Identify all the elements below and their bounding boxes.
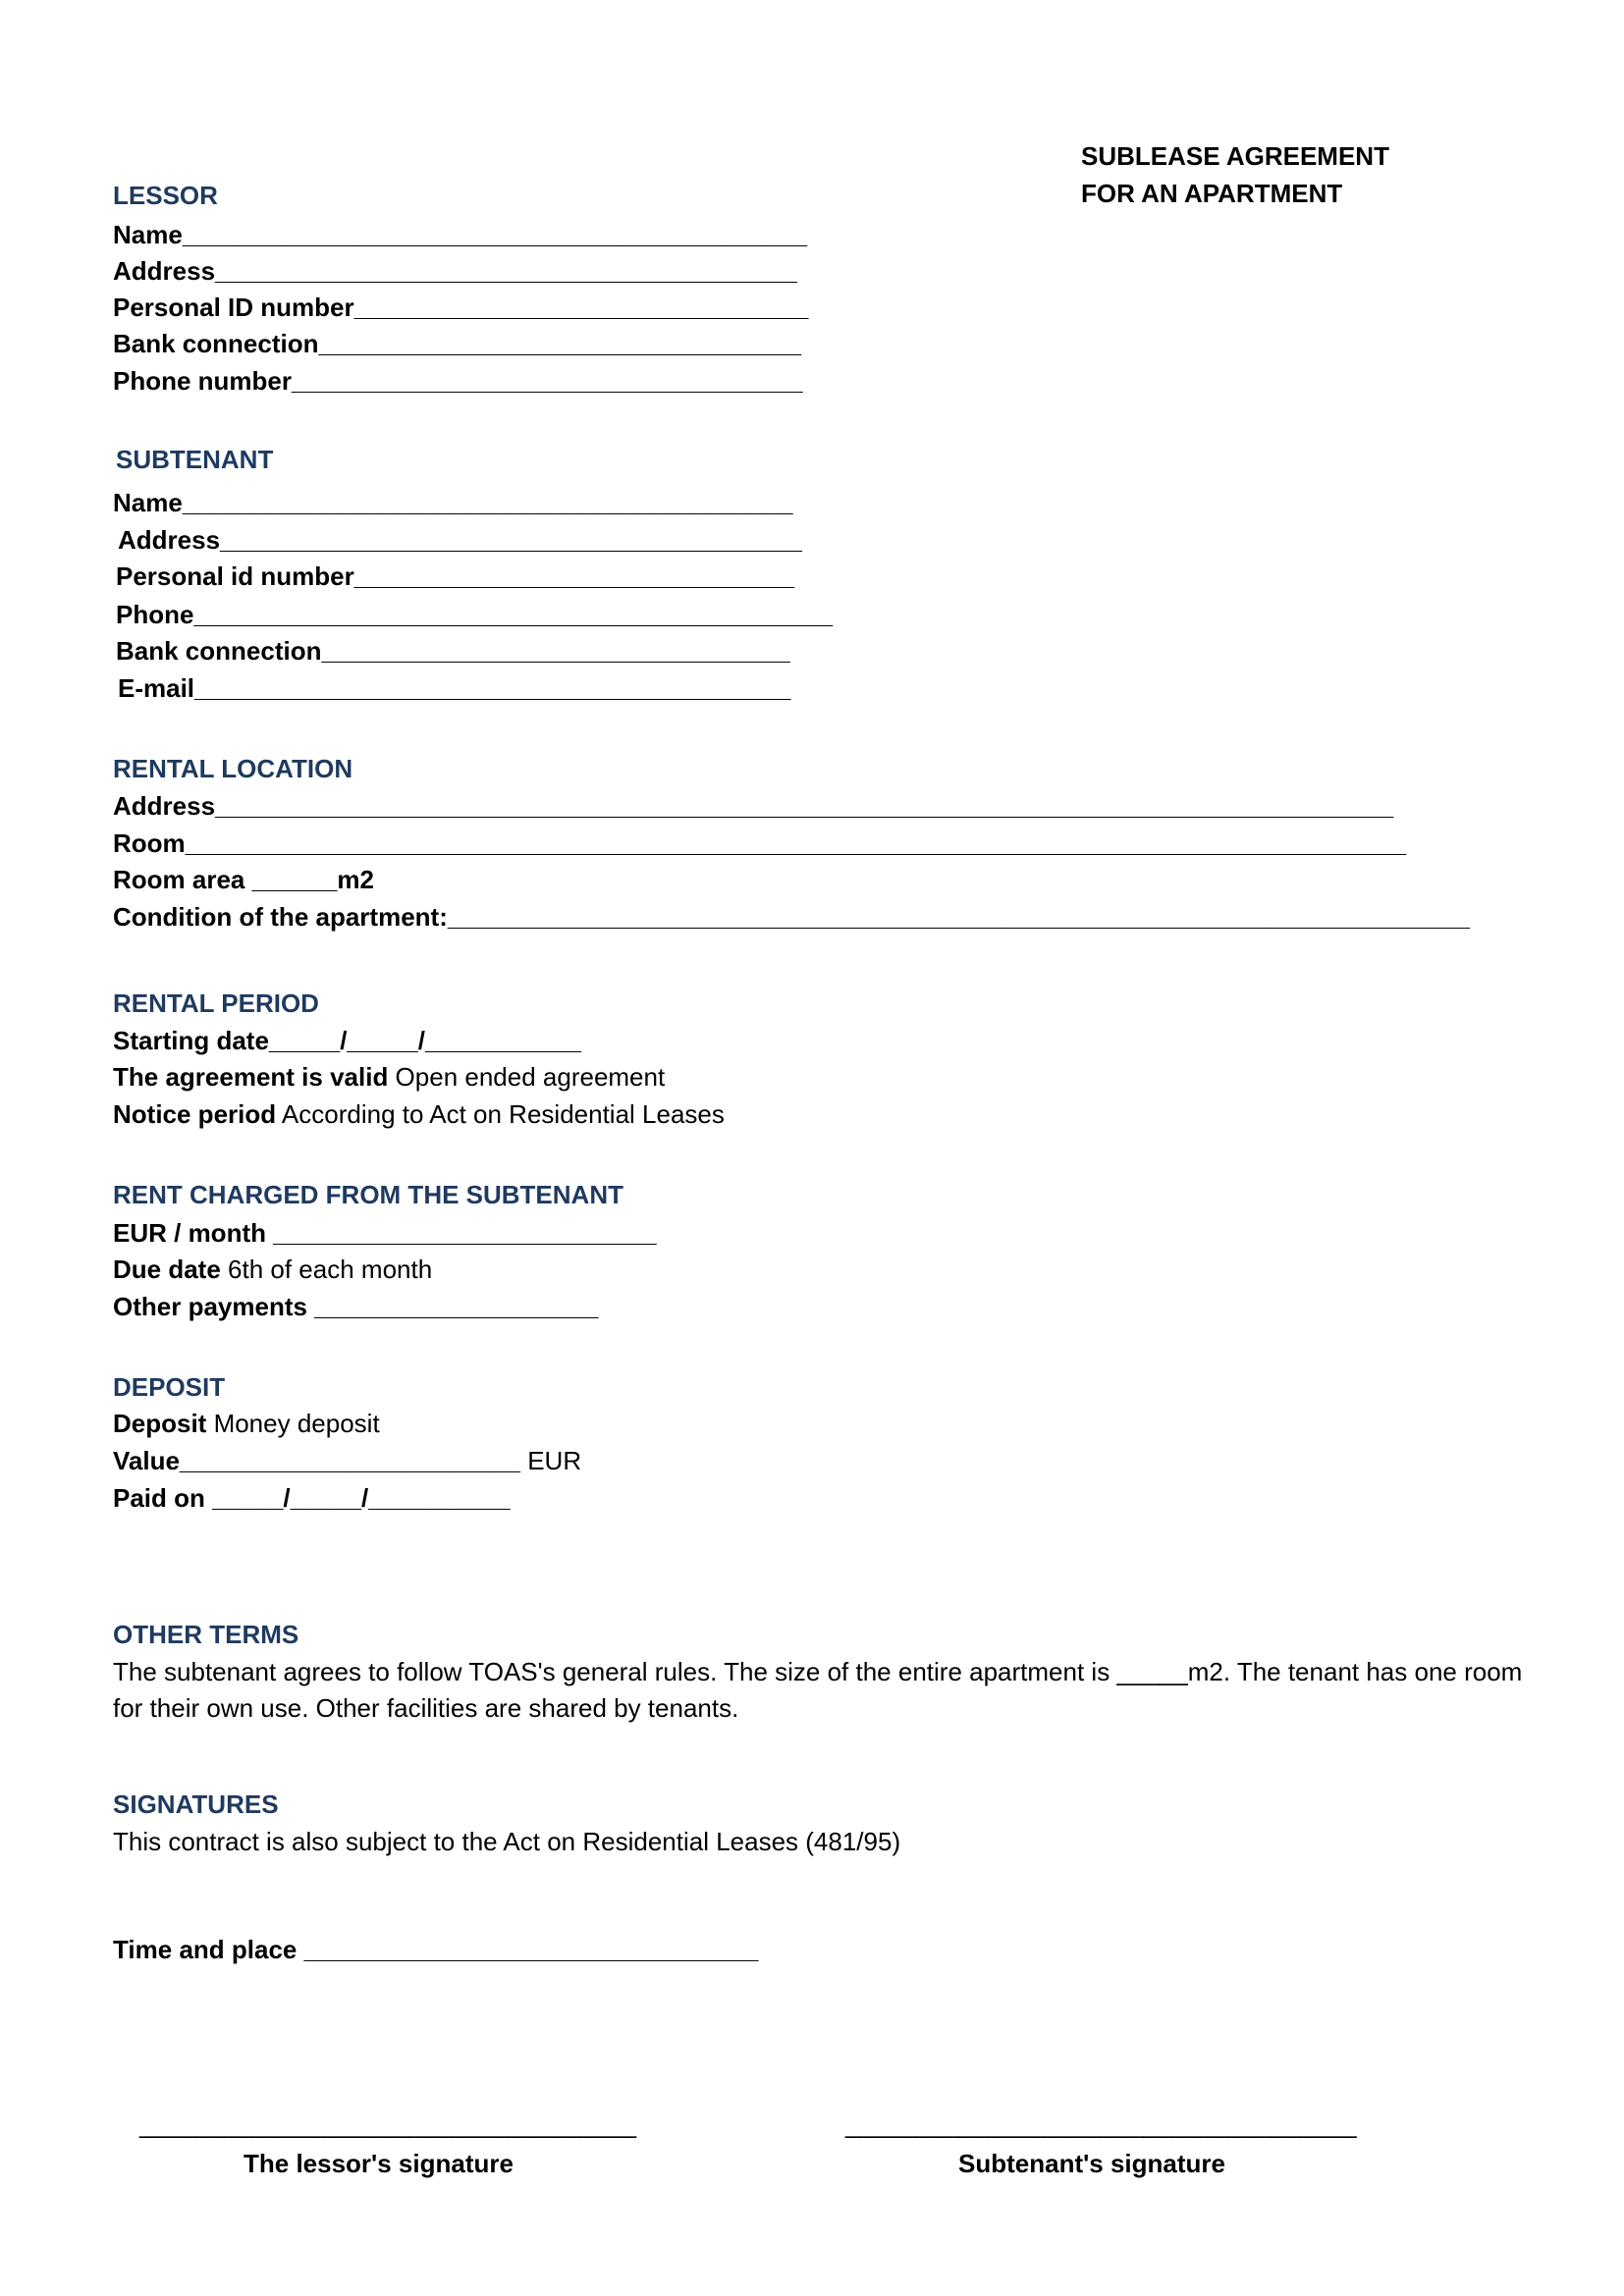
subtenant-signature-label: Subtenant's signature — [958, 2149, 1225, 2178]
lessor-personal-id-field[interactable]: Personal ID number________________________________ — [113, 293, 809, 322]
agreement-validity-row — [113, 1062, 665, 1092]
other-payments-field[interactable]: Other payments ____________________ — [113, 1292, 599, 1321]
signatures-law-text: This contract is also subject to the Act on Residential Leases (481/95) — [113, 1827, 901, 1856]
other-terms-heading: OTHER TERMS — [113, 1620, 299, 1649]
rental-room-field[interactable]: Room______________________________________________________________________________________ — [113, 828, 1407, 858]
rent-heading: RENT CHARGED FROM THE SUBTENANT — [113, 1180, 623, 1209]
subtenant-email-field[interactable]: E-mail__________________________________________ — [118, 673, 791, 703]
apartment-condition-field[interactable]: Condition of the apartment:________________________________________________________________________ — [113, 902, 1470, 932]
deposit-value-row[interactable] — [113, 1446, 581, 1475]
subtenant-address-field[interactable]: Address_________________________________________ — [118, 525, 802, 555]
deposit-paid-on-field[interactable]: Paid on _____/_____/__________ — [113, 1483, 511, 1513]
rental-location-heading: RENTAL LOCATION — [113, 754, 353, 783]
subtenant-bank-field[interactable]: Bank connection_________________________________ — [116, 636, 790, 666]
lessor-heading: LESSOR — [113, 181, 218, 210]
subtenant-personal-id-field[interactable]: Personal id number_______________________________ — [116, 561, 794, 591]
deposit-type-label: Deposit — [113, 1409, 207, 1438]
subtenant-heading: SUBTENANT — [116, 445, 274, 474]
lessor-name-field[interactable]: Name____________________________________________ — [113, 220, 808, 249]
starting-date-field[interactable]: Starting date_____/_____/___________ — [113, 1026, 582, 1055]
agreement-validity-value: Open ended agreement — [388, 1062, 666, 1092]
lessor-address-field[interactable]: Address_________________________________________ — [113, 256, 797, 286]
deposit-heading: DEPOSIT — [113, 1372, 226, 1402]
agreement-validity-label: The agreement is valid — [113, 1062, 389, 1092]
due-date-value: 6th of each month — [220, 1255, 433, 1284]
notice-period-label: Notice period — [113, 1099, 277, 1129]
document-title-line2: FOR AN APARTMENT — [1081, 179, 1343, 208]
deposit-value-unit: EUR — [519, 1446, 582, 1475]
deposit-type-row — [113, 1409, 380, 1438]
deposit-value-field[interactable]: Value________________________ — [113, 1446, 520, 1475]
notice-period-value: According to Act on Residential Leases — [276, 1099, 725, 1129]
subtenant-signature-line[interactable]: ____________________________________ — [845, 2109, 1357, 2139]
lessor-phone-field[interactable]: Phone number____________________________________ — [113, 366, 803, 396]
time-place-field[interactable]: Time and place ________________________________ — [113, 1935, 759, 1964]
signatures-heading: SIGNATURES — [113, 1789, 279, 1819]
notice-period-row — [113, 1099, 725, 1129]
other-terms-text: The subtenant agrees to follow TOAS's general rules. The size of the entire apartment is _____m2. The tenant has one room for their own use. Other facilities are shared by tenants. — [113, 1657, 1523, 1723]
rental-period-heading: RENTAL PERIOD — [113, 988, 319, 1018]
rental-address-field[interactable]: Address___________________________________________________________________________________ — [113, 791, 1394, 821]
due-date-row — [113, 1255, 432, 1284]
room-area-field[interactable]: Room area ______m2 — [113, 865, 374, 894]
subtenant-name-field[interactable]: Name___________________________________________ — [113, 488, 793, 517]
lessor-signature-label: The lessor's signature — [244, 2149, 514, 2178]
due-date-label: Due date — [113, 1255, 221, 1284]
eur-month-field[interactable]: EUR / month ___________________________ — [113, 1218, 657, 1248]
subtenant-phone-field[interactable]: Phone_____________________________________________ — [116, 600, 834, 629]
lessor-signature-line[interactable]: ___________________________________ — [139, 2109, 637, 2139]
lessor-bank-field[interactable]: Bank connection__________________________________ — [113, 329, 802, 358]
deposit-type-value: Money deposit — [206, 1409, 380, 1438]
document-title-line1: SUBLEASE AGREEMENT — [1081, 141, 1389, 171]
